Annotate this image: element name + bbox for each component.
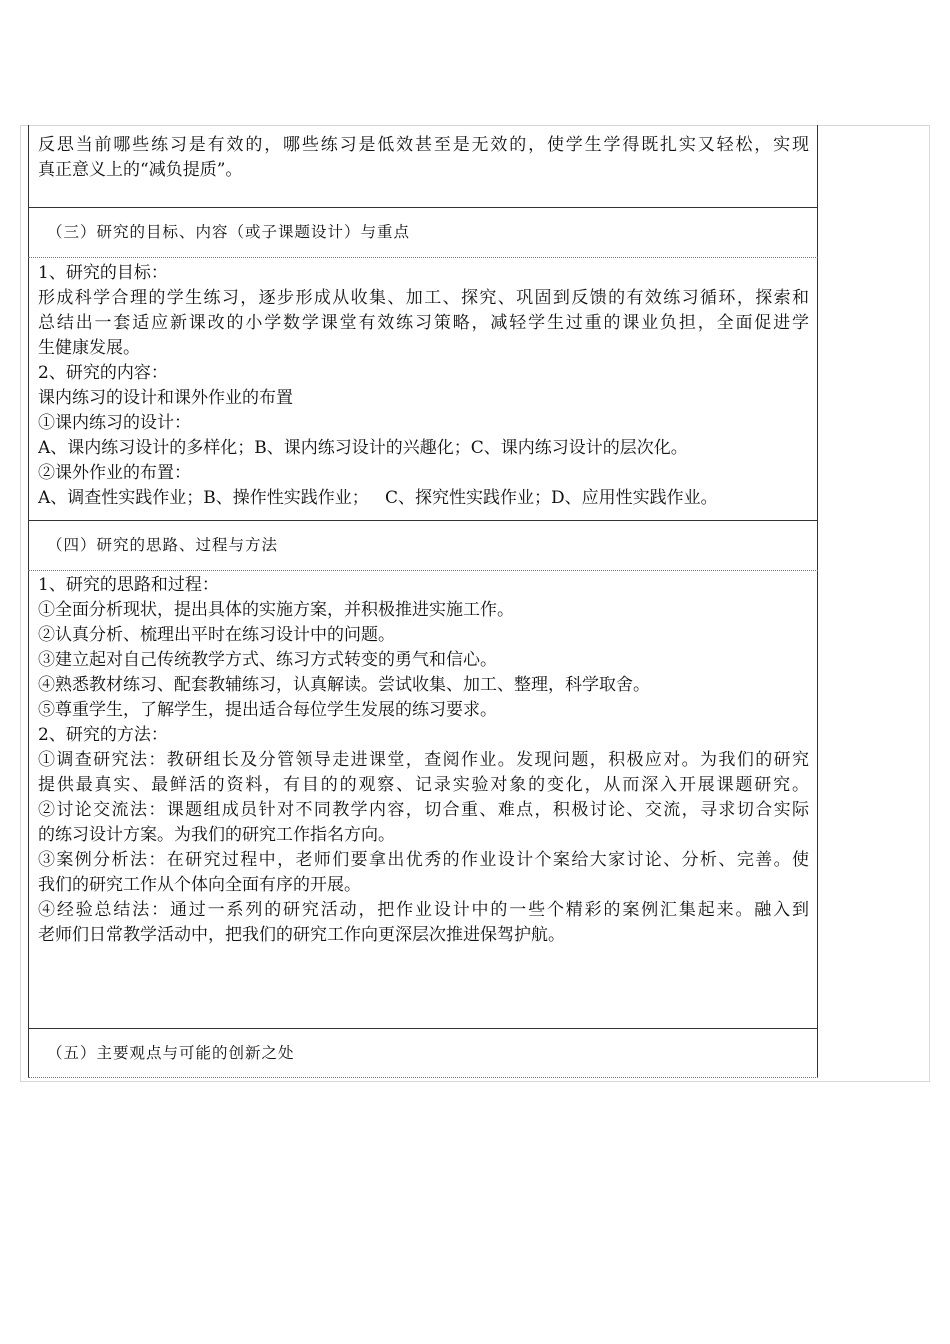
text-line: ①课内练习的设计： <box>38 413 191 433</box>
text-line: 老师们日常教学活动中，把我们的研究工作向更深层次推进保驾护航。 <box>38 925 565 945</box>
text-line: 1、研究的思路和过程： <box>38 575 219 595</box>
text-line: ①调查研究法：教研组长及分管领导走进课堂，查阅作业。发现问题，积极应对。为我们的研究 <box>38 750 809 770</box>
text-line: A、调查性实践作业；B、操作性实践作业； C、探究性实践作业；D、应用性实践作业。 <box>38 488 718 508</box>
text-line: ⑤尊重学生，了解学生，提出适合每位学生发展的练习要求。 <box>38 700 497 720</box>
text-line: ②课外作业的布置： <box>38 463 191 483</box>
text-line: 真正意义上的“减负提质”。 <box>38 160 243 180</box>
section-heading-5 <box>28 1029 818 1077</box>
text-line: ②讨论交流法：课题组成员针对不同教学内容，切合重、难点，积极讨论、交流，寻求切合实际 <box>38 800 809 820</box>
text-line: 的练习设计方案。为我们的研究工作指名方向。 <box>38 825 395 845</box>
text-line: ③案例分析法：在研究过程中，老师们要拿出优秀的作业设计个案给大家讨论、分析、完善。使 <box>38 850 809 870</box>
text-line: 1、研究的目标： <box>38 263 168 283</box>
text-line: A、课内练习设计的多样化；B、课内练习设计的兴趣化；C、课内练习设计的层次化。 <box>38 438 688 458</box>
section-content-4 <box>28 571 818 1028</box>
section-content-3 <box>28 258 818 520</box>
text-line: ④熟悉教材练习、配套教辅练习，认真解读。尝试收集、加工、整理，科学取舍。 <box>38 675 650 695</box>
section-heading-4 <box>28 521 818 570</box>
text-line: ②认真分析、梳理出平时在练习设计中的问题。 <box>38 625 395 645</box>
section-heading-3-text: （三）研究的目标、内容（或子课题设计）与重点 <box>47 223 411 241</box>
section-heading-5-text: （五）主要观点与可能的创新之处 <box>47 1043 295 1062</box>
table-rule <box>28 1077 818 1078</box>
text-line: 2、研究的方法： <box>38 725 168 745</box>
text-line: ①全面分析现状，提出具体的实施方案，并积极推进实施工作。 <box>38 600 514 620</box>
intro-cell <box>28 125 818 207</box>
text-line: 生健康发展。 <box>38 338 140 358</box>
text-line: 总结出一套适应新课改的小学数学课堂有效练习策略，减轻学生过重的课业负担，全面促进学 <box>38 313 809 333</box>
text-line: 2、研究的内容： <box>38 363 168 383</box>
text-line: ③建立起对自己传统教学方式、练习方式转变的勇气和信心。 <box>38 650 497 670</box>
section-heading-3 <box>28 208 818 257</box>
text-line: ④经验总结法：通过一系列的研究活动，把作业设计中的一些个精彩的案例汇集起来。融入到 <box>38 900 809 920</box>
text-line: 我们的研究工作从个体向全面有序的开展。 <box>38 875 361 895</box>
text-line: 形成科学合理的学生练习，逐步形成从收集、加工、探究、巩固到反馈的有效练习循环，探索和 <box>38 288 809 308</box>
text-line: 课内练习的设计和课外作业的布置 <box>38 388 293 408</box>
text-line: 提供最真实、最鲜活的资料，有目的的观察、记录实验对象的变化，从而深入开展课题研究。 <box>38 775 809 795</box>
section-heading-4-text: （四）研究的思路、过程与方法 <box>47 536 279 554</box>
text-line: 反思当前哪些练习是有效的，哪些练习是低效甚至是无效的，使学生学得既扎实又轻松，实现 <box>38 135 809 155</box>
document-table <box>28 125 818 1078</box>
